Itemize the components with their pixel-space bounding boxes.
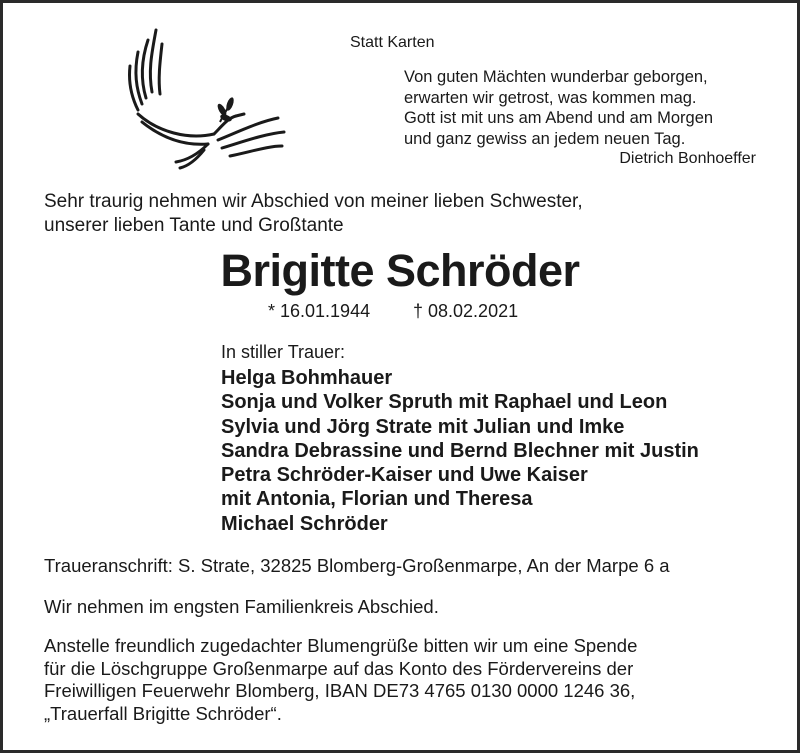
mourning-address: Traueranschrift: S. Strate, 32825 Blomberg-Großenmarpe, An der Marpe 6 a (44, 555, 670, 576)
poem-line: und ganz gewiss an jedem neuen Tag. (404, 129, 686, 148)
mourner-name: mit Antonia, Florian und Theresa (221, 488, 533, 511)
poem-line: Gott ist mit uns am Abend und am Morgen (404, 109, 714, 127)
mourner-name: Helga Bohmhauer (221, 367, 393, 389)
mourner-name: Sonja und Volker Spruth mit Raphael und Leon (221, 391, 668, 414)
mourner-name: Petra Schröder-Kaiser und Uwe Kaiser (221, 464, 588, 487)
statt-karten: Statt Karten (350, 34, 435, 51)
mourning-label: In stiller Trauer: (221, 342, 346, 362)
request-line: Freiwilligen Feuerwehr Blomberg, IBAN DE73 4765 0130 0000 1246 36, (44, 680, 636, 701)
birth-date: * 16.01.1944 (268, 301, 371, 321)
request-line: „Trauerfall Brigitte Schröder“. (44, 702, 282, 724)
request-line: für die Löschgruppe Großenmarpe auf das Konto des Fördervereins der (44, 657, 634, 679)
poem-line: erwarten wir getrost, was kommen mag. (404, 88, 697, 107)
mourner-name: Sandra Debrassine und Bernd Blechner mit Justin (221, 439, 699, 462)
poem (404, 67, 713, 149)
poem-author: Dietrich Bonhoeffer (619, 150, 756, 167)
intro-line: Sehr traurig nehmen wir Abschied von meiner lieben Schwester, (44, 191, 583, 212)
death-date: † 08.02.2021 (413, 301, 519, 321)
request-line: Anstelle freundlich zugedachter Blumengrüße bitten wir um eine Spende (44, 635, 638, 656)
intro-text (44, 190, 583, 238)
mourner-name: Michael Schröder (221, 512, 388, 535)
farewell-note: Wir nehmen im engsten Familienkreis Abschied. (44, 596, 439, 617)
poem-line: Von guten Mächten wunderbar geborgen, (404, 68, 708, 86)
deceased-name: Brigitte Schröder (220, 245, 580, 296)
dove-with-olive-branch-icon (118, 22, 298, 172)
mourner-name: Sylvia und Jörg Strate mit Julian und Imke (221, 415, 625, 438)
intro-line: unserer lieben Tante und Großtante (44, 215, 344, 236)
donation-request (44, 635, 637, 725)
mourners-list (221, 366, 699, 536)
